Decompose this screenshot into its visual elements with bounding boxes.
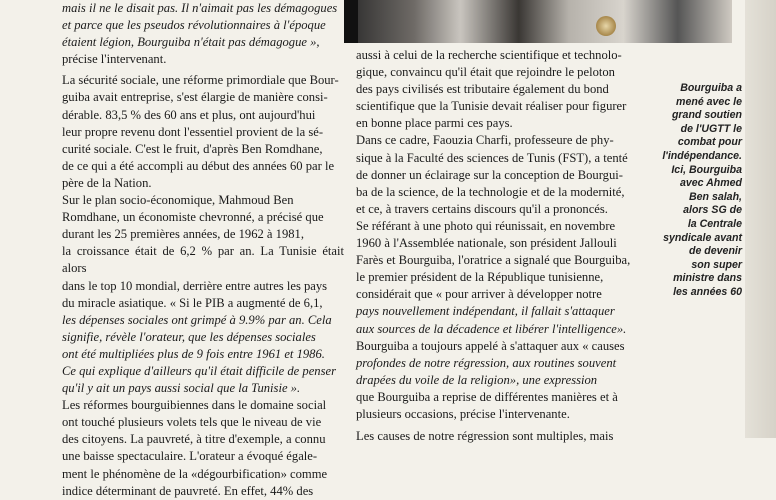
caption-line: syndicale avant	[663, 231, 742, 244]
col1-line: ment le phénomène de la «dégourbification» comme	[62, 466, 328, 481]
caption-line: grand soutien	[671, 109, 742, 122]
caption-line: alors SG de	[683, 204, 742, 217]
col1-para-3	[62, 192, 344, 397]
col1-line: dérable. 83,5 % des 60 ans et plus, ont aujourd'hui	[62, 107, 316, 122]
col2-para-3	[356, 218, 640, 338]
col1-line: Les réformes bourguibiennes dans le domaine social	[62, 398, 327, 413]
col2-line: scientifique que la Tunisie devait réaliser pour figurer	[356, 99, 627, 114]
col2-line: Les causes de notre régression sont multiples, mais	[356, 429, 614, 444]
col2-line: Se référant à une photo qui réunissait, en novembre	[356, 218, 616, 233]
col1-line: précise l'intervenant.	[62, 52, 167, 67]
col2-line: en bonne place parmi ces pays.	[356, 116, 513, 131]
col2-para-1	[356, 47, 640, 132]
col1-line: une baisse spectaculaire. L'orateur a évoqué égale-	[62, 449, 318, 464]
col1-para-2	[62, 72, 344, 192]
article-photo	[344, 0, 732, 43]
col2-line: plusieurs occasions, précise l'intervenante.	[356, 406, 570, 421]
col1-para-1	[62, 0, 344, 68]
col1-line: ont touché plusieurs volets tels que le niveau de vie	[62, 415, 322, 430]
col2-line: aux sources de la décadence et libérer l'intelligence».	[356, 321, 627, 336]
col1-line: dans le top 10 mondial, derrière entre autres les pays	[62, 278, 328, 293]
col1-para-4	[62, 397, 344, 500]
col2-line: profondes de notre régression, aux routines souvent	[356, 355, 617, 370]
col1-line: père de la Nation.	[62, 175, 152, 190]
col2-para-5	[356, 428, 640, 445]
col2-line: pays nouvellement indépendant, il fallait s'attaquer	[356, 304, 615, 319]
col2-para-4	[356, 338, 640, 423]
col1-line: leur propre revenu dont l'essentiel provient de la sé-	[62, 124, 324, 139]
col1-line: et parce que les pseudos révolutionnaires à l'époque	[62, 18, 326, 33]
col1-line: Romdhane, un économiste chevronné, a précisé que	[62, 210, 324, 225]
caption-line: Bourguiba a	[680, 82, 742, 94]
caption-line: de l'UGTT le	[680, 122, 742, 135]
caption-line: les années 60	[673, 285, 742, 298]
col2-line: ba de la science, de la technologie et de la modernité,	[356, 184, 625, 199]
col1-line: mais il ne le disait pas. Il n'aimait pas les démagogues	[62, 1, 338, 15]
col2-line: Farès et Bourguiba, l'oratrice a signalé que Bourguiba,	[356, 253, 631, 268]
caption-line: son super	[691, 258, 742, 271]
caption-line: combat pour	[677, 136, 742, 149]
page-gutter	[745, 0, 776, 438]
col1-line: des citoyens. La pauvreté, à titre d'exemple, a connu	[62, 432, 326, 447]
col2-line: Bourguiba a toujours appelé à s'attaquer aux « causes	[356, 338, 625, 353]
col1-line: de ce qui a été accompli au début des années 60 par le	[62, 158, 335, 173]
caption-line: la Centrale	[687, 217, 742, 230]
col2-line: de donner un éclairage sur la conception de Bourgui-	[356, 167, 623, 182]
col1-line: signifie, révèle l'orateur, que les dépenses sociales	[62, 329, 316, 344]
col1-line: les dépenses sociales ont grimpé à 9.9% par an. Cela	[62, 312, 332, 327]
article-column-left	[62, 0, 344, 500]
caption-line: ministre dans	[673, 272, 742, 285]
col2-line: considérait que « pour arriver à développer notre	[356, 287, 602, 302]
col1-line: ont été multipliées plus de 9 fois entre 1961 et 1986.	[62, 346, 325, 361]
caption-line: mené avec le	[676, 95, 742, 108]
col2-line: gique, convaincu qu'il était que rejoindre le peloton	[356, 65, 615, 80]
caption-line: Ben salah,	[689, 190, 742, 203]
col1-line: indice déterminant de pauvreté. En effet, 44% des	[62, 483, 314, 498]
col1-line: curité sociale. C'est le fruit, d'après Ben Romdhane,	[62, 141, 323, 156]
col2-line: et ce, à travers certains discours qu'il a prononcés.	[356, 201, 608, 216]
article-column-right	[356, 47, 640, 445]
col2-line: que Bourguiba a reprise de différentes manières et à	[356, 389, 618, 404]
col1-line: étaient légion, Bourguiba n'était pas démagogue »,	[62, 35, 320, 50]
col2-line: 1960 à l'Assemblée nationale, son président Jallouli	[356, 236, 617, 251]
col1-line: Ce qui explique d'ailleurs qu'il était difficile de penser	[62, 363, 337, 378]
caption-line: l'indépendance.	[662, 149, 742, 162]
photo-dark-edge	[344, 0, 358, 43]
col2-para-2	[356, 132, 640, 217]
col2-line: aussi à celui de la recherche scientifique et technolo-	[356, 48, 622, 62]
col1-line: la croissance était de 6,2 % par an. La Tunisie était alors	[62, 244, 344, 276]
col2-line: drapées du voile de la religion», une expression	[356, 372, 598, 387]
col1-line: La sécurité sociale, une réforme primordiale que Bour-	[62, 73, 339, 88]
col1-line: Sur le plan socio-économique, Mahmoud Ben	[62, 193, 294, 208]
caption-line: Ici, Bourguiba	[671, 163, 742, 176]
col2-line: Dans ce cadre, Faouzia Charfi, professeure de phy-	[356, 133, 614, 148]
photo-caption	[650, 82, 742, 300]
lapel-badge	[596, 16, 616, 36]
col2-line: sique à la Faculté des sciences de Tunis (FST), a tenté	[356, 150, 628, 165]
col1-line: guiba avait entreprise, s'est élargie de manière consi-	[62, 90, 328, 105]
caption-line: de devenir	[689, 245, 742, 258]
col2-line: le premier président de la République tunisienne,	[356, 270, 604, 285]
col2-line: des pays civilisés est tributaire également du bond	[356, 82, 609, 97]
col1-line: du miracle asiatique. « Si le PIB a augmenté de 6,1,	[62, 295, 323, 310]
col1-line: qu'il y ait un pays aussi social que la Tunisie ».	[62, 381, 301, 396]
col1-line: durant les 25 premières années, de 1962 à 1981,	[62, 227, 305, 242]
caption-line: avec Ahmed	[679, 177, 742, 190]
